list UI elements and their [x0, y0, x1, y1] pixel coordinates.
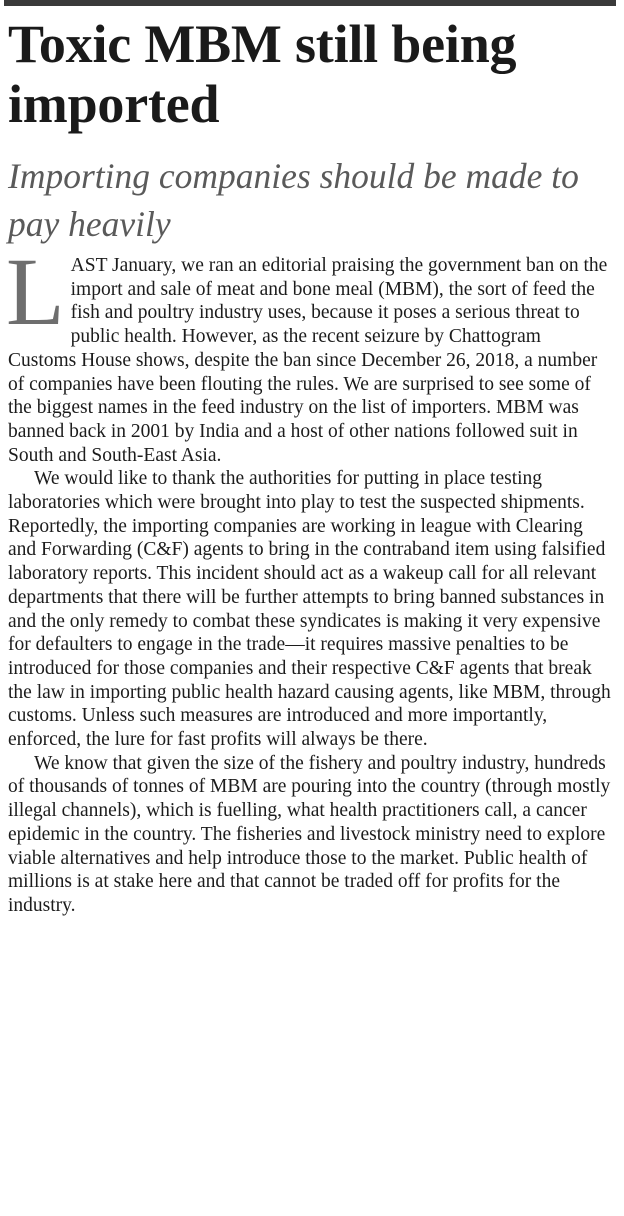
- paragraph-1: [6, 238, 612, 467]
- paragraph-3: We know that given the size of the fishery and poultry industry, hundreds of thousands of tonnes of MBM are pouring into the country (through mostly illegal channels), which is fuelling, what health practitioners call, a cancer epidemic in the country. The fisheries and livestock ministry need to explore viable alternatives and help introduce those to the market. Public health of millions is at stake here and that cannot be traded off for profits for the industry.: [8, 752, 611, 916]
- paragraph-2: We would like to thank the authorities for putting in place testing laboratories which were brought into play to test the suspected shipments. Reportedly, the importing companies are working in league with Clearing and Forwarding (C&F) agents to bring in the contraband item using falsified laboratory reports. This incident should act as a wakeup call for all relevant departments that there will be further attempts to bring banned substances in and the only remedy to combat these syndicates is making it very expensive for defaulters to engage in the trade—it requires massive penalties to be introduced for those companies and their respective C&F agents that break the law in importing public health hazard causing agents, like MBM, through customs. Unless such measures are introduced and more importantly, enforced, the lure for fast profits will always be there.: [8, 468, 611, 751]
- drop-cap: L: [6, 238, 65, 345]
- top-rule: [4, 0, 616, 6]
- article-body: [6, 238, 612, 918]
- paragraph-1-text: AST January, we ran an editorial praising the government ban on the import and sale of meat and bone meal (MBM), the sort of feed the fish and poultry industry uses, because it poses a serious threat to public health. However, as the recent seizure by Chattogram Customs House shows, despite the ban since December 26, 2018, a number of companies have been flouting the rules. We are surprised to see some of the biggest names in the feed industry on the list of importers. MBM was banned back in 2001 by India and a host of other nations followed suit in South and South-East Asia.: [8, 255, 608, 466]
- headline: Toxic MBM still being imported: [8, 14, 517, 134]
- subheadline: Importing companies should be made to pay heavily: [8, 156, 579, 244]
